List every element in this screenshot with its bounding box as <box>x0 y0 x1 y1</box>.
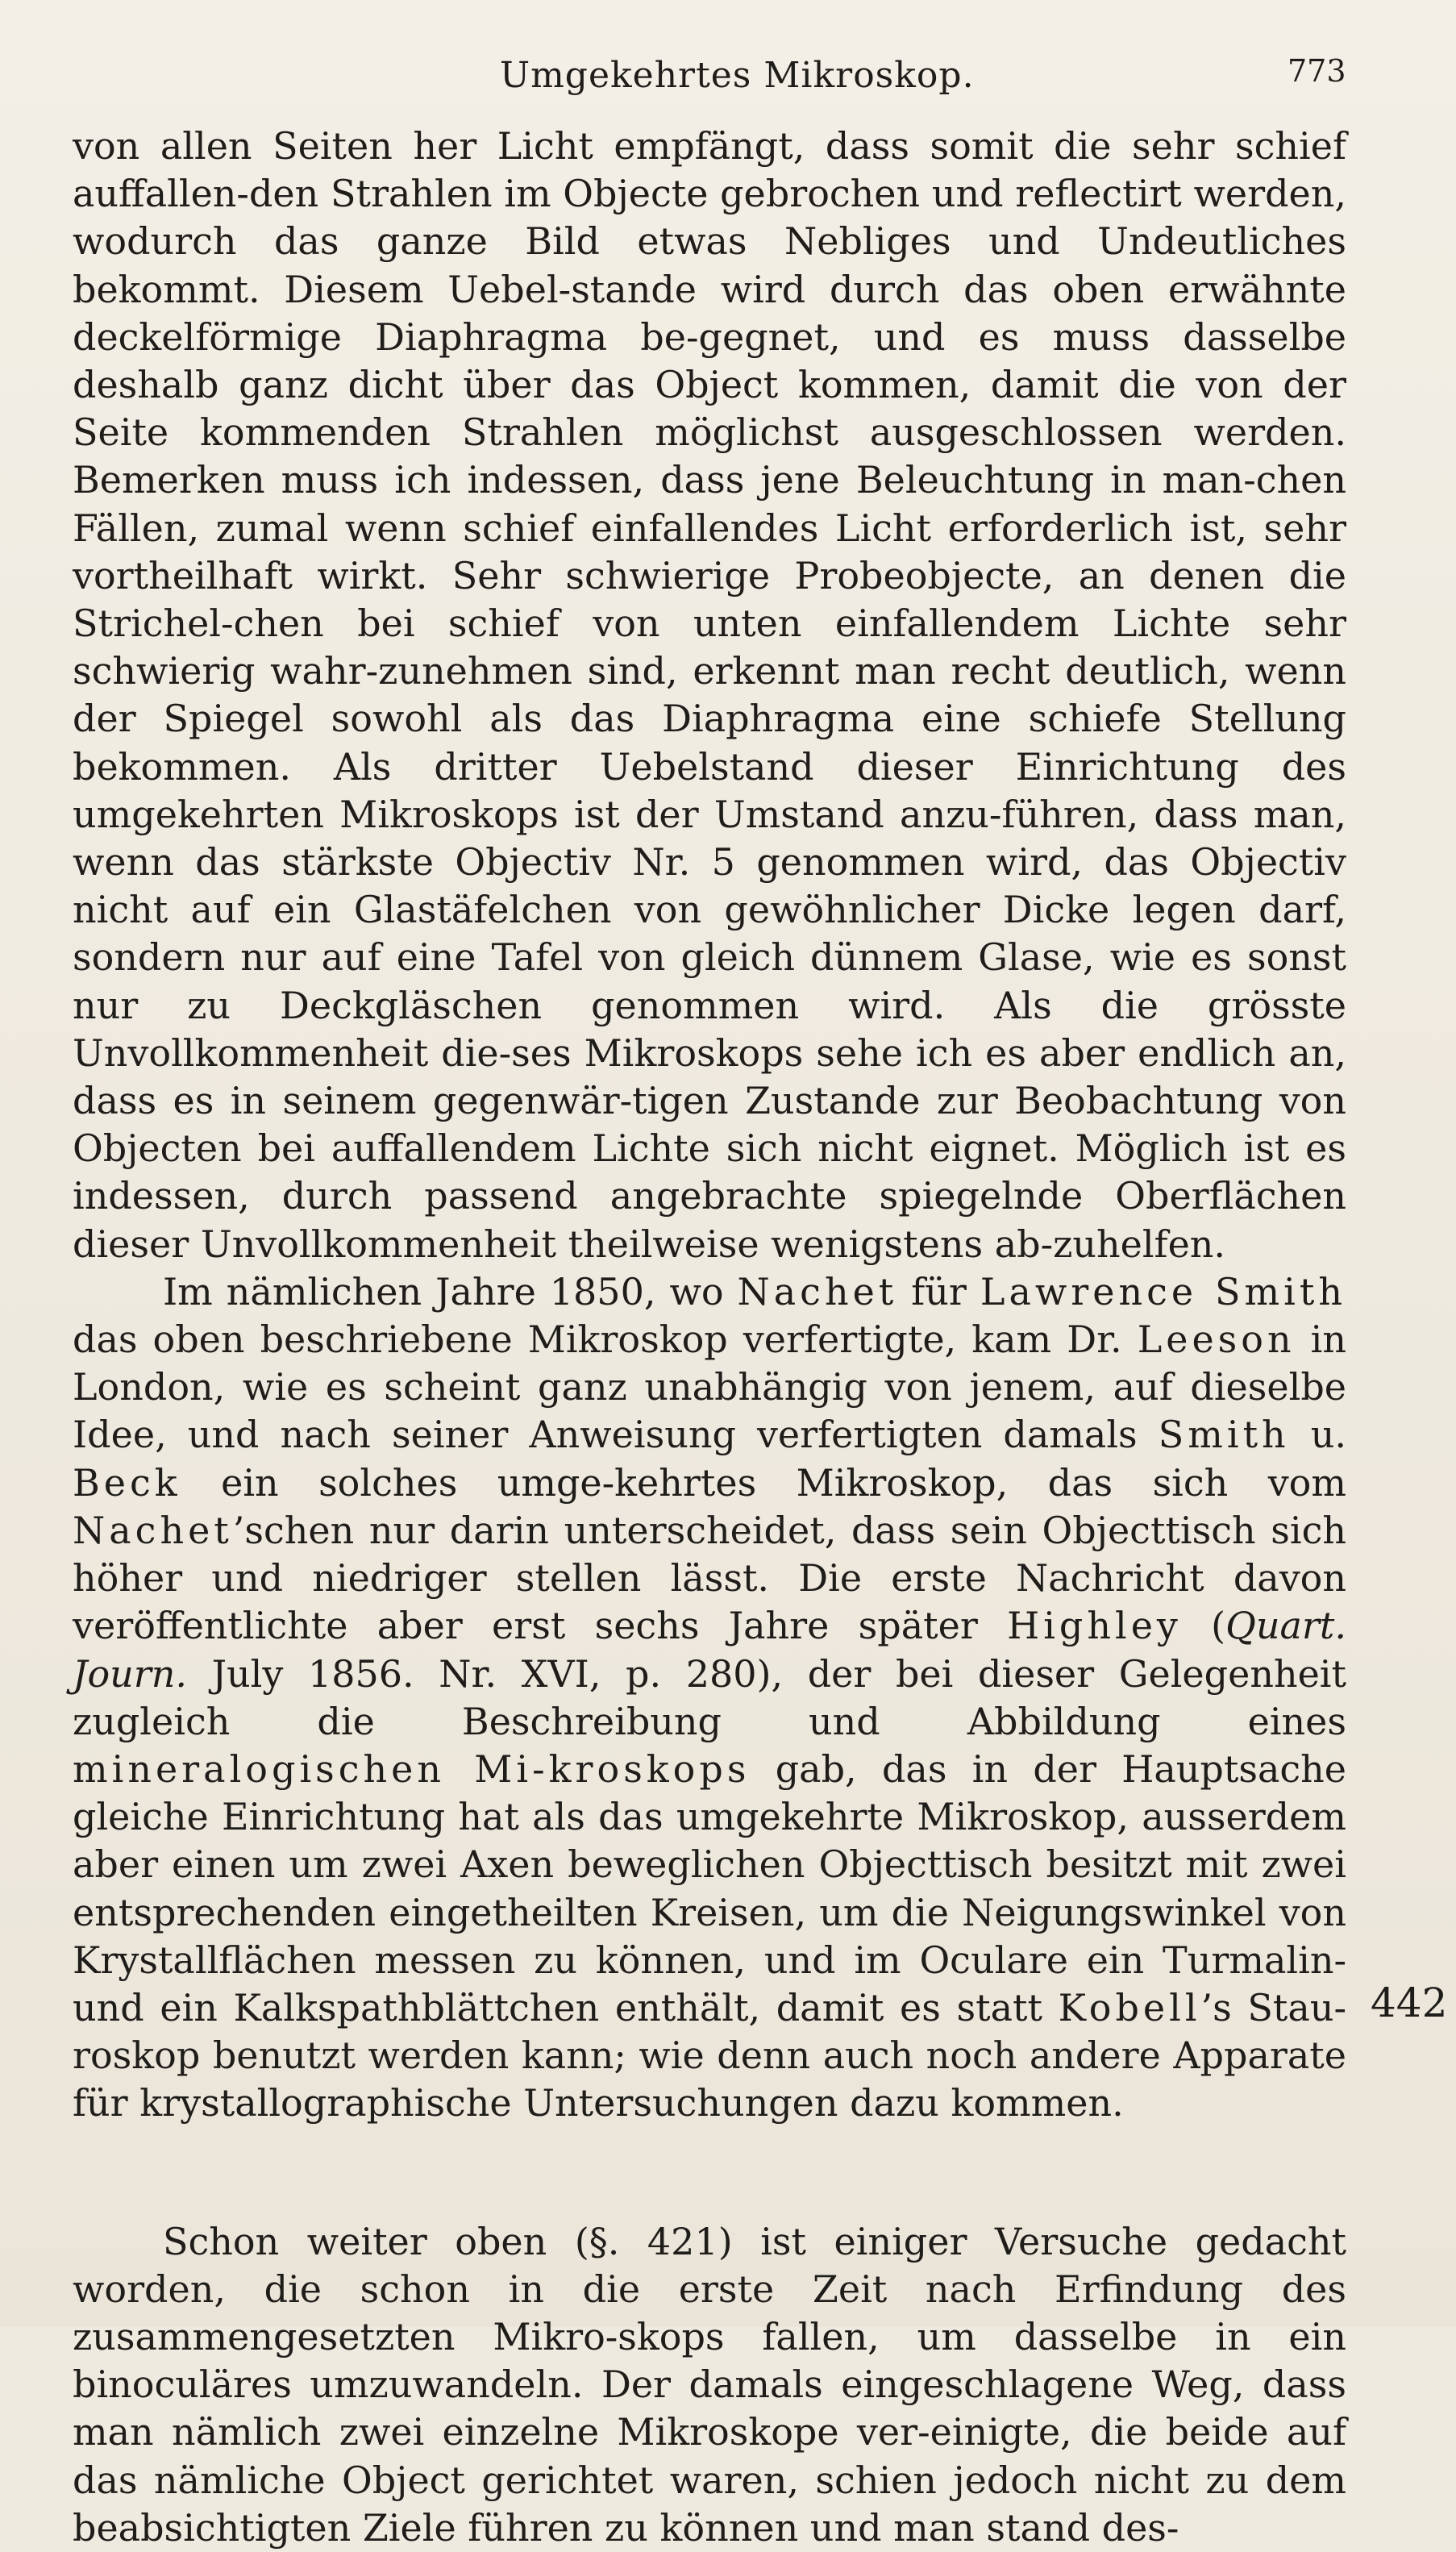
page-number: 773 <box>1288 53 1346 89</box>
p2-text-2: für <box>897 1269 980 1313</box>
person-name-beck: Beck <box>73 1460 181 1505</box>
section-number: 442 <box>1371 1980 1448 2026</box>
person-name-kobell: Kobell <box>1058 1985 1201 2030</box>
p2-text-4: in London, wie es scheint ganz unabhängig von jenem, auf dieselbe Idee, und nach seiner Anweisung verfertigten damals <box>73 1318 1346 1457</box>
person-name-highley: Highley <box>1007 1604 1182 1648</box>
paragraph-1 <box>73 123 1346 1268</box>
p2-text-6: ein solches umge-kehrtes Mikroskop, das sich vom <box>181 1460 1346 1505</box>
paragraph-1-text: von allen Seiten her Licht empfängt, dass somit die sehr schief auffallen-den Strahlen im Objecte gebrochen und reflectirt werden, wodurch das ganze Bild etwas Nebliges und Undeutliches bekommt. Diesem Uebel-stande wird durch das oben erwähnte deckelförmige Diaphragma be-gegnet, und es muss dasselbe deshalb ganz dicht über das Object kommen, damit die von der Seite kommenden Strahlen möglichst ausgeschlossen werden. Bemerken muss ich indessen, dass jene Beleuchtung in man-chen Fällen, zumal wenn schief einfallendes Licht erforderlich ist, sehr vortheilhaft wirkt. Sehr schwierige Probeobjecte, an denen die Strichel-chen bei schief von unten einfallendem Lichte sehr schwierig wahr-zunehmen sind, erkennt man recht deutlich, wenn der Spiegel sowohl als das Diaphragma eine schiefe Stellung bekommen. Als dritter Uebelstand dieser Einrichtung des umgekehrten Mikroskops ist der Umstand anzu-führen, dass man, wenn das stärkste Objectiv Nr. 5 genommen wird, das Objectiv nicht auf ein Glastäfelchen von gewöhnlicher Dicke legen darf, sondern nur auf eine Tafel von gleich dünnem Glase, wie es sonst nur zu Deckgläschen genommen wird. Als die grösste Unvollkommenheit die-ses Mikroskops sehe ich es aber endlich an, dass es in seinem gegenwär-tigen Zustande zur Beobachtung von Objecten bei auffallendem Lichte sich nicht eignet. Möglich ist es indessen, durch passend angebrachte spiegelnde Oberflächen dieser Unvollkommenheit theilweise wenigstens ab-zuhelfen. <box>73 124 1346 1266</box>
p2-text-3: das oben beschriebene Mikroskop verfertigte, kam Dr. <box>73 1318 1138 1362</box>
person-name-smith: Smith <box>1158 1413 1290 1457</box>
journal-citation: Quart. Journ. <box>73 1604 1346 1696</box>
paragraph-3 <box>73 2218 1346 2552</box>
p2-text-5: u. <box>1289 1413 1346 1457</box>
p2-text-7: ’schen nur darin unterscheidet, dass sein Objecttisch sich höher und niedriger stellen lässt. Die erste Nachricht davon veröffentlichte aber erst sechs Jahre später <box>73 1508 1346 1648</box>
p2-text-11: ’s Stau-roskop benutzt werden kann; wie denn auch noch andere Apparate für krystallographische Untersuchungen dazu kommen. <box>73 1985 1346 2125</box>
p2-text-8: ( <box>1181 1604 1226 1648</box>
person-name-nachet: Nachet <box>737 1269 898 1313</box>
person-name-leeson: Leeson <box>1137 1318 1296 1362</box>
p2-text-9: July 1856. Nr. XVI, p. 280), der bei dieser Gelegenheit zugleich die Beschreibung und Abbildung eines <box>73 1651 1346 1743</box>
person-name-lawrence-smith: Lawrence Smith <box>980 1269 1346 1313</box>
p2-text-1: Im nämlichen Jahre 1850, wo <box>163 1269 738 1313</box>
paragraph-3-text: Schon weiter oben (§. 421) ist einiger Versuche gedacht worden, die schon in die erste Zeit nach Erfindung des zusammengesetzten Mikro-skops fallen, um dasselbe in ein binoculäres umzuwandeln. Der damals eingeschlagene Weg, dass man nämlich zwei einzelne Mikroskope ver-einigte, die beide auf das nämliche Object gerichtet waren, schien jedoch nicht zu dem beabsichtigten Ziele führen zu können und man stand des- <box>73 2219 1346 2550</box>
p2-text-10: gab, das in der Hauptsache gleiche Einrichtung hat als das umgekehrte Mikroskop, ausserdem aber einen um zwei Axen beweglichen Objecttisch besitzt mit zwei entsprechenden eingetheilten Kreisen, um die Neigungswinkel von Krystallflächen messen zu können, und im Oculare ein Turmalin- und ein Kalkspathblättchen enthält, damit es statt <box>73 1746 1347 2030</box>
term-mineralogischen-mikroskops: mineralogischen Mi-kroskops <box>73 1746 751 1791</box>
page-title: Umgekehrtes Mikroskop. <box>500 55 975 96</box>
paragraph-2 <box>73 1268 1346 2128</box>
body-text <box>73 123 1346 2552</box>
running-head <box>0 47 1456 103</box>
person-name-nachet-2: Nachet <box>73 1508 233 1552</box>
